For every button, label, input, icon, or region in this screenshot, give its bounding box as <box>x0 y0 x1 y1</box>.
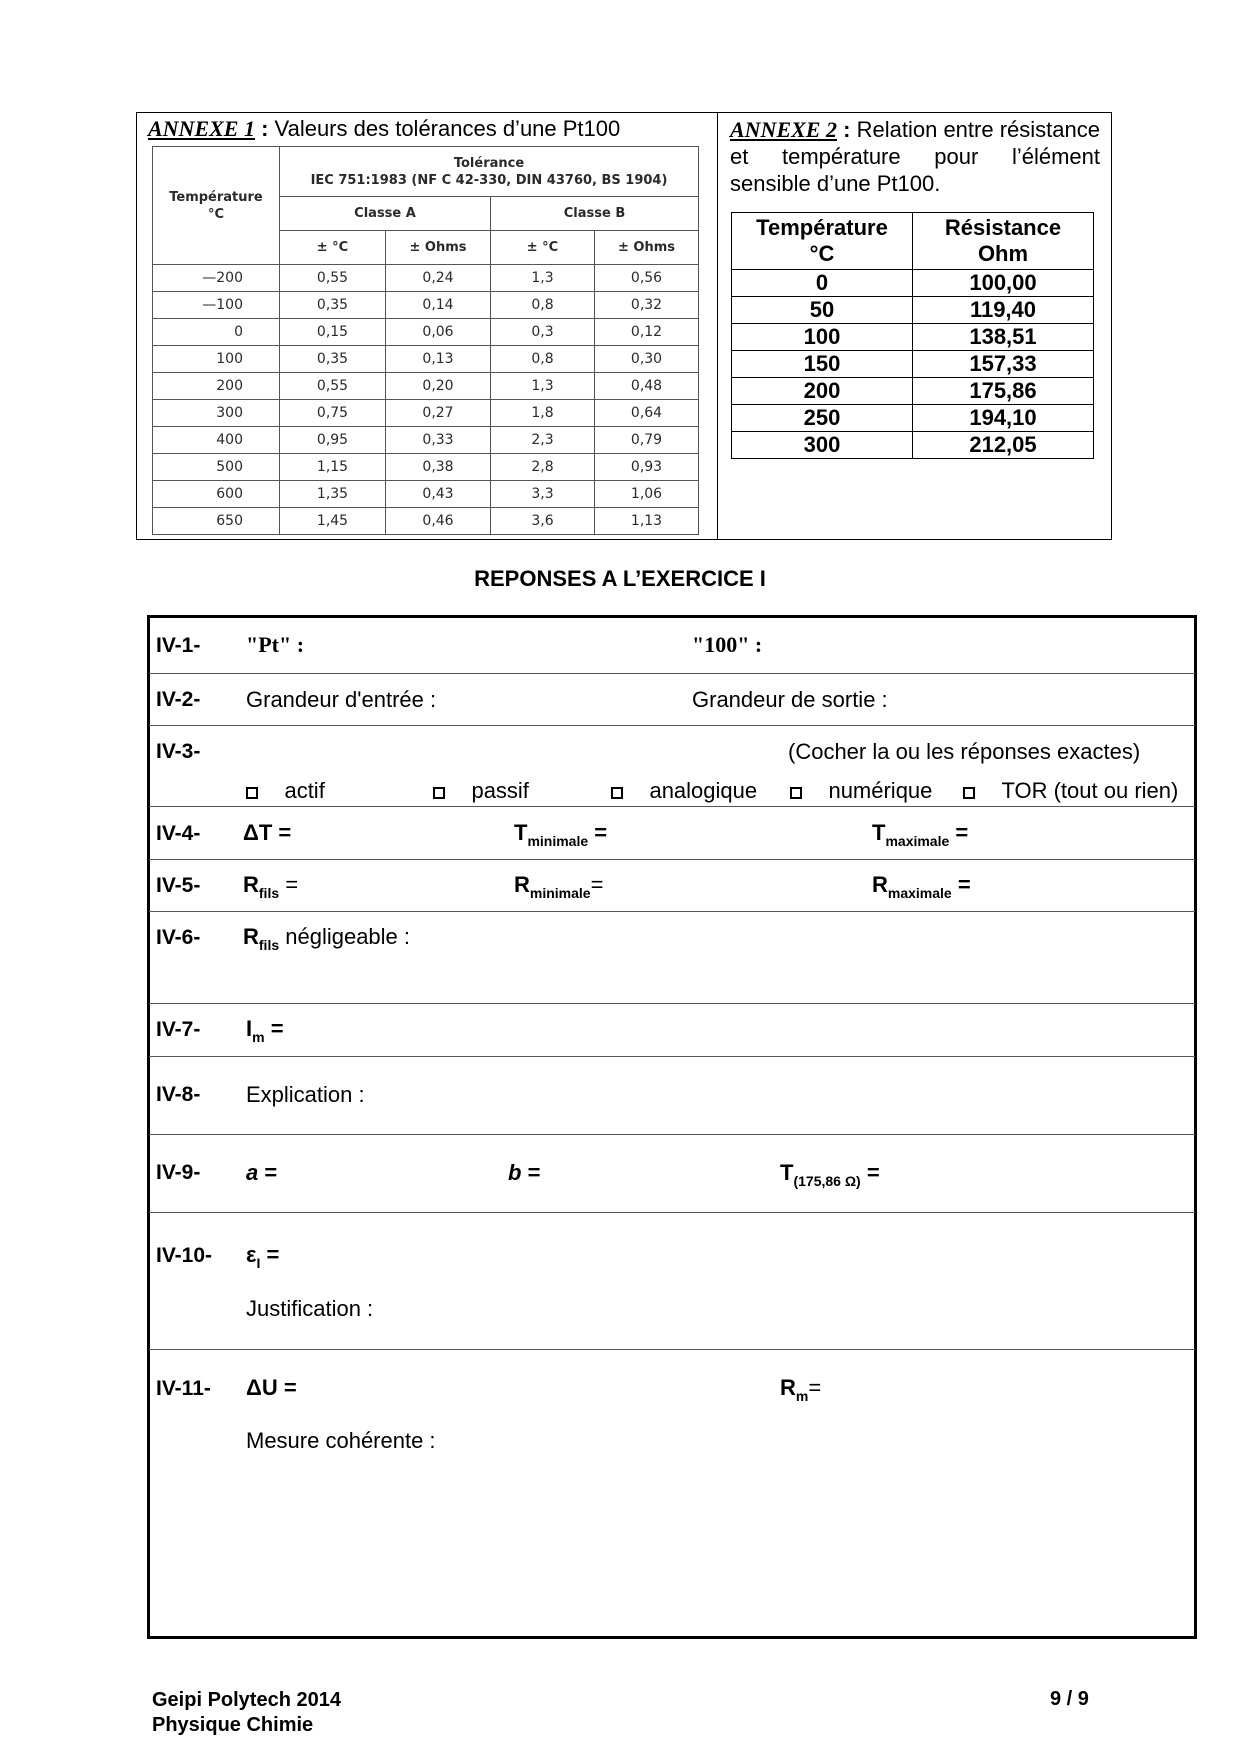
table-cell: 0,55 <box>280 373 386 400</box>
checkbox-option-tor[interactable] <box>963 778 1178 804</box>
table-cell: 0,33 <box>386 427 491 454</box>
subscript: (175,86 Ω) <box>793 1173 861 1189</box>
question-label: IV-2- <box>156 688 201 711</box>
equals: = <box>949 820 969 845</box>
explanation-prompt: Explication : <box>246 1082 365 1107</box>
equals: = <box>279 872 299 897</box>
table-cell: 138,51 <box>913 324 1094 351</box>
row-divider <box>149 1349 1195 1350</box>
equals: = <box>258 1160 278 1185</box>
annex1-caption: Valeurs des tolérances d’une Pt100 <box>274 116 621 141</box>
symbol: T <box>872 820 886 845</box>
row-divider <box>149 859 1195 860</box>
table-cell: 3,6 <box>491 508 595 535</box>
table-row <box>732 270 1094 297</box>
checkbox-icon[interactable] <box>611 787 623 799</box>
table-cell: 2,8 <box>491 454 595 481</box>
question-label: IV-7- <box>156 1018 201 1041</box>
checkbox-icon[interactable] <box>963 787 975 799</box>
equals: = <box>808 1375 822 1400</box>
answer-prompt: "Pt" : <box>246 632 305 657</box>
row-divider <box>149 1134 1195 1135</box>
table-cell: —200 <box>153 265 280 292</box>
table-row <box>732 351 1094 378</box>
table-cell: 500 <box>153 454 280 481</box>
table-cell: 0,35 <box>280 346 386 373</box>
table-cell: —100 <box>153 292 280 319</box>
rfils-prompt <box>243 872 299 901</box>
table-row <box>153 265 699 292</box>
equals: = <box>590 872 604 897</box>
table-cell: 0,3 <box>491 319 595 346</box>
rm-prompt <box>780 1375 822 1404</box>
table-cell: 194,10 <box>913 405 1094 432</box>
class-b-header: Classe B <box>491 197 699 231</box>
checkbox-option-actif[interactable] <box>246 778 325 804</box>
table-cell: 0 <box>153 319 280 346</box>
a-prompt <box>246 1160 277 1186</box>
table-cell: 2,3 <box>491 427 595 454</box>
subscript: m <box>795 1388 809 1404</box>
table-cell: 0,79 <box>595 427 699 454</box>
table-cell: 0,24 <box>386 265 491 292</box>
question-label: IV-8- <box>156 1083 201 1106</box>
answer-prompt: Grandeur d'entrée : <box>246 687 437 712</box>
temp-header-unit: °C <box>207 206 225 222</box>
annex-divider <box>717 112 718 540</box>
equals: = <box>951 872 971 897</box>
table-cell: 100,00 <box>913 270 1094 297</box>
table-cell: 0,75 <box>280 400 386 427</box>
b-prompt <box>508 1160 540 1186</box>
tolerance-header-label: Tolérance <box>453 155 525 171</box>
subscript: fils <box>258 885 280 901</box>
delta-u-prompt: ΔU = <box>246 1375 297 1400</box>
table-cell: 1,35 <box>280 481 386 508</box>
header-label: Résistance <box>944 215 1062 240</box>
checkbox-label: actif <box>284 778 325 803</box>
table-cell: 0,56 <box>595 265 699 292</box>
checkbox-option-analogique[interactable] <box>611 778 757 804</box>
row-divider <box>149 725 1195 726</box>
row-divider <box>149 806 1195 807</box>
im-prompt <box>246 1016 284 1045</box>
table-cell: 0,35 <box>280 292 386 319</box>
table-cell: 150 <box>732 351 913 378</box>
row-divider <box>149 673 1195 674</box>
annex2-sep: : <box>837 117 857 142</box>
table-cell: 119,40 <box>913 297 1094 324</box>
symbol: a <box>246 1160 259 1185</box>
temp-header-label: Température <box>169 189 263 205</box>
unit-header: ± °C <box>491 231 595 265</box>
table-cell: 100 <box>732 324 913 351</box>
table-row <box>153 292 699 319</box>
symbol: R <box>243 924 259 949</box>
header-label: Température <box>756 215 888 240</box>
header-unit: °C <box>809 241 835 266</box>
table-cell: 175,86 <box>913 378 1094 405</box>
prompt-text: négligeable : <box>279 924 411 949</box>
symbol: b <box>508 1160 522 1185</box>
section-title: REPONSES A L’EXERCICE I <box>474 566 766 591</box>
table-row <box>732 378 1094 405</box>
table-cell: 212,05 <box>913 432 1094 459</box>
table-cell: 0,8 <box>491 346 595 373</box>
checkbox-option-passif[interactable] <box>433 778 529 804</box>
class-a-header: Classe A <box>280 197 491 231</box>
subscript: maximale <box>885 833 950 849</box>
row-divider <box>149 911 1195 912</box>
epsilon-prompt <box>246 1242 280 1271</box>
annex2-label: ANNEXE 2 <box>730 117 837 142</box>
rmax-prompt <box>872 872 971 901</box>
table-row <box>153 454 699 481</box>
temp-header <box>153 147 280 265</box>
symbol: ε <box>246 1242 257 1267</box>
checkbox-label: passif <box>471 778 529 803</box>
table-cell: 300 <box>153 400 280 427</box>
unit-header: ± Ohms <box>386 231 491 265</box>
equals: = <box>264 1016 284 1041</box>
tolerance-standards: IEC 751:1983 (NF C 42-330, DIN 43760, BS 1904) <box>310 172 668 188</box>
row-divider <box>149 1212 1195 1213</box>
table-cell: 0,46 <box>386 508 491 535</box>
table-cell: 157,33 <box>913 351 1094 378</box>
answer-instruction: (Cocher la ou les réponses exactes) <box>788 739 1141 764</box>
subscript: I <box>256 1255 261 1271</box>
question-label: IV-4- <box>156 822 201 845</box>
table-cell: 1,06 <box>595 481 699 508</box>
rmin-prompt <box>514 872 604 901</box>
table-cell: 0,55 <box>280 265 386 292</box>
answer-box <box>147 615 1197 1639</box>
resistance-column-header <box>913 213 1094 270</box>
answer-prompt: Grandeur de sortie : <box>692 687 888 712</box>
table-cell: 0,27 <box>386 400 491 427</box>
table-cell: 0,32 <box>595 292 699 319</box>
checkbox-icon[interactable] <box>790 787 802 799</box>
table-cell: 0,14 <box>386 292 491 319</box>
table-cell: 1,13 <box>595 508 699 535</box>
equals: = <box>521 1160 541 1185</box>
annex2-title <box>730 116 1100 197</box>
equals: = <box>860 1160 880 1185</box>
unit-header: ± °C <box>280 231 386 265</box>
subscript: fils <box>258 937 280 953</box>
table-cell: 0,20 <box>386 373 491 400</box>
table-cell: 0,30 <box>595 346 699 373</box>
table-cell: 1,15 <box>280 454 386 481</box>
tmin-prompt <box>514 820 608 849</box>
table-cell: 0,13 <box>386 346 491 373</box>
rfils-negligible-prompt <box>243 924 411 953</box>
equals: = <box>260 1242 280 1267</box>
symbol: T <box>780 1160 794 1185</box>
table-row <box>153 400 699 427</box>
table-cell: 300 <box>732 432 913 459</box>
table-row <box>153 346 699 373</box>
table-row <box>153 481 699 508</box>
header-unit: Ohm <box>977 241 1029 266</box>
unit-header: ± Ohms <box>595 231 699 265</box>
checkbox-label: TOR (tout ou rien) <box>1001 778 1179 803</box>
question-label: IV-3- <box>156 740 201 763</box>
annex1-sep: : <box>254 116 275 141</box>
subscript: minimale <box>527 833 589 849</box>
table-cell: 0,8 <box>491 292 595 319</box>
table-cell: 200 <box>732 378 913 405</box>
symbol: I <box>246 1016 253 1041</box>
answer-prompt: "100" : <box>692 632 763 657</box>
table-cell: 1,3 <box>491 373 595 400</box>
resistance-table <box>731 212 1094 459</box>
table-cell: 250 <box>732 405 913 432</box>
table-cell: 0,12 <box>595 319 699 346</box>
subscript: m <box>252 1029 265 1045</box>
row-divider <box>149 1003 1195 1004</box>
equals: = <box>588 820 608 845</box>
question-label: IV-11- <box>156 1377 211 1400</box>
temp-column-header <box>732 213 913 270</box>
question-label: IV-1- <box>156 634 201 657</box>
table-cell: 200 <box>153 373 280 400</box>
table-cell: 0,64 <box>595 400 699 427</box>
question-label: IV-10- <box>156 1244 213 1267</box>
symbol: T <box>514 820 528 845</box>
table-cell: 1,8 <box>491 400 595 427</box>
checkbox-label: numérique <box>828 778 933 803</box>
table-cell: 100 <box>153 346 280 373</box>
annex2-caption: Relation entre résistance et température pour l’élément sensible d’une Pt100. <box>730 117 1100 196</box>
subscript: minimale <box>529 885 591 901</box>
symbol: R <box>243 872 259 897</box>
delta-t-prompt: ΔT = <box>243 820 292 845</box>
annex1-title <box>148 116 620 142</box>
table-cell: 50 <box>732 297 913 324</box>
table-row <box>153 319 699 346</box>
table-cell: 400 <box>153 427 280 454</box>
tmax-prompt <box>872 820 969 849</box>
table-row <box>732 297 1094 324</box>
table-row <box>732 405 1094 432</box>
footer-left <box>152 1688 341 1738</box>
page-number: 9 / 9 <box>1050 1688 1089 1710</box>
table-row <box>732 324 1094 351</box>
table-cell: 0,95 <box>280 427 386 454</box>
table-cell: 600 <box>153 481 280 508</box>
row-divider <box>149 1056 1195 1057</box>
checkbox-icon[interactable] <box>433 787 445 799</box>
table-cell: 3,3 <box>491 481 595 508</box>
checkbox-icon[interactable] <box>246 787 258 799</box>
table-cell: 0,93 <box>595 454 699 481</box>
question-label: IV-9- <box>156 1161 201 1184</box>
question-label: IV-6- <box>156 926 201 949</box>
table-cell: 0,15 <box>280 319 386 346</box>
table-cell: 0,38 <box>386 454 491 481</box>
table-row <box>732 432 1094 459</box>
t-175-prompt <box>780 1160 880 1189</box>
table-cell: 0,06 <box>386 319 491 346</box>
coherent-measure-prompt: Mesure cohérente : <box>246 1428 436 1453</box>
justification-prompt: Justification : <box>246 1296 374 1321</box>
table-row <box>153 508 699 535</box>
checkbox-option-numerique[interactable] <box>790 778 932 804</box>
table-cell: 650 <box>153 508 280 535</box>
table-cell: 0 <box>732 270 913 297</box>
table-cell: 1,45 <box>280 508 386 535</box>
footer-line-1: Geipi Polytech 2014 <box>152 1689 341 1711</box>
table-row <box>153 373 699 400</box>
table-row <box>153 427 699 454</box>
question-label: IV-5- <box>156 874 201 897</box>
table-cell: 1,3 <box>491 265 595 292</box>
symbol: R <box>514 872 530 897</box>
checkbox-label: analogique <box>649 778 758 803</box>
subscript: maximale <box>887 885 952 901</box>
footer-line-2: Physique Chimie <box>152 1714 314 1736</box>
symbol: R <box>872 872 888 897</box>
table-cell: 0,43 <box>386 481 491 508</box>
tolerance-header <box>280 147 699 197</box>
annex1-label: ANNEXE 1 <box>148 116 255 141</box>
tolerance-table <box>152 146 699 535</box>
symbol: R <box>780 1375 796 1400</box>
table-cell: 0,48 <box>595 373 699 400</box>
